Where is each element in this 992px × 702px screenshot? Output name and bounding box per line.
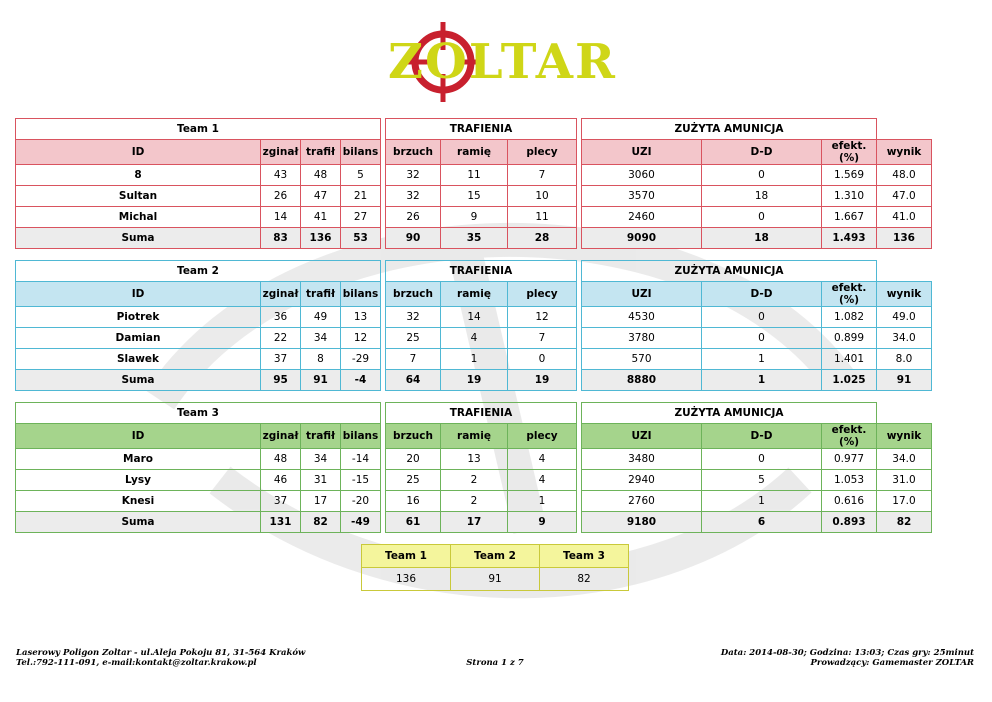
summary-table bbox=[361, 544, 629, 591]
sum-cell: 9180 bbox=[582, 512, 702, 533]
table-cell: 0 bbox=[508, 349, 577, 370]
player-name: Sultan bbox=[16, 186, 261, 207]
table-cell: 570 bbox=[582, 349, 702, 370]
table-cell: 3780 bbox=[582, 328, 702, 349]
table-cell: -15 bbox=[341, 470, 381, 491]
table-cell: 34 bbox=[301, 328, 341, 349]
footer-address-line: Laserowy Poligon Zoltar - ul.Aleja Pokoju 81, 31-564 Kraków bbox=[16, 648, 306, 658]
table-cell: 12 bbox=[508, 307, 577, 328]
table-cell: 0 bbox=[702, 328, 822, 349]
table-cell: 2760 bbox=[582, 491, 702, 512]
table-row bbox=[16, 186, 974, 207]
table-cell: 36 bbox=[261, 307, 301, 328]
sum-cell: -4 bbox=[341, 370, 381, 391]
table-cell: 20 bbox=[386, 449, 441, 470]
sum-cell: 61 bbox=[386, 512, 441, 533]
table-cell: 17.0 bbox=[877, 491, 932, 512]
table-row bbox=[16, 165, 974, 186]
sum-cell: 131 bbox=[261, 512, 301, 533]
sum-cell: 82 bbox=[877, 512, 932, 533]
sum-cell: 19 bbox=[441, 370, 508, 391]
table-cell: 17 bbox=[301, 491, 341, 512]
table-cell: 11 bbox=[441, 165, 508, 186]
table-cell: 4 bbox=[441, 328, 508, 349]
table-cell: -29 bbox=[341, 349, 381, 370]
player-name: Michal bbox=[16, 207, 261, 228]
table-row bbox=[16, 470, 974, 491]
logo-text: ZOLTAR bbox=[388, 34, 617, 90]
sum-cell: 9 bbox=[508, 512, 577, 533]
sum-cell: 28 bbox=[508, 228, 577, 249]
sum-cell: 18 bbox=[702, 228, 822, 249]
hits-section-title: TRAFIENIA bbox=[386, 261, 577, 282]
table-cell: 7 bbox=[386, 349, 441, 370]
sum-cell: -49 bbox=[341, 512, 381, 533]
table-row bbox=[16, 207, 974, 228]
sum-cell: 9090 bbox=[582, 228, 702, 249]
sum-cell: 91 bbox=[877, 370, 932, 391]
table-cell: 37 bbox=[261, 349, 301, 370]
sum-cell: 6 bbox=[702, 512, 822, 533]
table-cell: 10 bbox=[508, 186, 577, 207]
table-row bbox=[16, 349, 974, 370]
sum-cell: 1 bbox=[702, 370, 822, 391]
player-name: 8 bbox=[16, 165, 261, 186]
sum-cell: 1.493 bbox=[822, 228, 877, 249]
table-cell: 14 bbox=[441, 307, 508, 328]
column-header: ID bbox=[16, 424, 261, 449]
column-header: D-D bbox=[702, 282, 822, 307]
table-cell: 5 bbox=[702, 470, 822, 491]
sum-label: Suma bbox=[16, 228, 261, 249]
table-cell: 13 bbox=[341, 307, 381, 328]
sum-cell: 53 bbox=[341, 228, 381, 249]
column-header: wynik bbox=[877, 424, 932, 449]
table-cell: 9 bbox=[441, 207, 508, 228]
ammo-section-title: ZUŻYTA AMUNICJA bbox=[582, 261, 877, 282]
column-header: brzuch bbox=[386, 282, 441, 307]
sum-cell: 0.893 bbox=[822, 512, 877, 533]
summary-header: Team 2 bbox=[451, 545, 540, 568]
summary-value: 136 bbox=[362, 568, 451, 591]
column-header: UZI bbox=[582, 282, 702, 307]
table-cell: 1.053 bbox=[822, 470, 877, 491]
table-cell: 1.667 bbox=[822, 207, 877, 228]
team-3-table bbox=[15, 402, 974, 533]
sum-row bbox=[16, 370, 974, 391]
table-cell: 14 bbox=[261, 207, 301, 228]
column-header: zginał bbox=[261, 140, 301, 165]
hits-section-title: TRAFIENIA bbox=[386, 119, 577, 140]
table-cell: 31 bbox=[301, 470, 341, 491]
table-cell: 25 bbox=[386, 328, 441, 349]
table-cell: 4 bbox=[508, 470, 577, 491]
table-cell: 27 bbox=[341, 207, 381, 228]
footer-date-line: Data: 2014-08-30; Godzina: 13:03; Czas gry: 25minut bbox=[720, 648, 974, 658]
table-cell: 1 bbox=[441, 349, 508, 370]
sum-cell: 136 bbox=[301, 228, 341, 249]
column-header: efekt.(%) bbox=[822, 140, 877, 165]
table-cell: 18 bbox=[702, 186, 822, 207]
column-header: wynik bbox=[877, 282, 932, 307]
table-cell: 2 bbox=[441, 470, 508, 491]
table-cell: 1 bbox=[702, 349, 822, 370]
column-header: efekt.(%) bbox=[822, 282, 877, 307]
table-cell: 12 bbox=[341, 328, 381, 349]
table-cell: 2940 bbox=[582, 470, 702, 491]
zoltar-logo bbox=[388, 20, 617, 102]
table-cell: -20 bbox=[341, 491, 381, 512]
table-cell: 49 bbox=[301, 307, 341, 328]
sum-cell: 19 bbox=[508, 370, 577, 391]
table-cell: 25 bbox=[386, 470, 441, 491]
sum-cell: 8880 bbox=[582, 370, 702, 391]
table-cell: 1 bbox=[702, 491, 822, 512]
team-2-table bbox=[15, 260, 974, 391]
column-header: ramię bbox=[441, 424, 508, 449]
table-cell: 0 bbox=[702, 307, 822, 328]
column-header: trafił bbox=[301, 424, 341, 449]
sum-row bbox=[16, 228, 974, 249]
sum-cell: 83 bbox=[261, 228, 301, 249]
table-cell: 0 bbox=[702, 207, 822, 228]
player-name: Piotrek bbox=[16, 307, 261, 328]
sum-row bbox=[16, 512, 974, 533]
summary-header: Team 3 bbox=[540, 545, 629, 568]
table-cell: 7 bbox=[508, 165, 577, 186]
team-title: Team 3 bbox=[16, 403, 381, 424]
table-cell: 13 bbox=[441, 449, 508, 470]
table-cell: 34 bbox=[301, 449, 341, 470]
column-header: UZI bbox=[582, 424, 702, 449]
summary-header: Team 1 bbox=[362, 545, 451, 568]
sum-cell: 95 bbox=[261, 370, 301, 391]
column-header: trafił bbox=[301, 282, 341, 307]
table-cell: 0 bbox=[702, 449, 822, 470]
column-header: brzuch bbox=[386, 140, 441, 165]
player-name: Knesi bbox=[16, 491, 261, 512]
table-cell: 2460 bbox=[582, 207, 702, 228]
column-header: plecy bbox=[508, 424, 577, 449]
empty-cell bbox=[877, 119, 974, 140]
column-header: plecy bbox=[508, 140, 577, 165]
sum-cell: 64 bbox=[386, 370, 441, 391]
table-cell: 34.0 bbox=[877, 449, 932, 470]
table-cell: 32 bbox=[386, 307, 441, 328]
column-header: D-D bbox=[702, 140, 822, 165]
table-cell: 11 bbox=[508, 207, 577, 228]
table-cell: 21 bbox=[341, 186, 381, 207]
team-1-table bbox=[15, 118, 974, 249]
table-cell: 16 bbox=[386, 491, 441, 512]
column-header: bilans bbox=[341, 140, 381, 165]
sum-label: Suma bbox=[16, 370, 261, 391]
sum-label: Suma bbox=[16, 512, 261, 533]
player-name: Maro bbox=[16, 449, 261, 470]
column-header: zginał bbox=[261, 282, 301, 307]
ammo-section-title: ZUŻYTA AMUNICJA bbox=[582, 403, 877, 424]
table-cell: 8 bbox=[301, 349, 341, 370]
table-cell: 49.0 bbox=[877, 307, 932, 328]
footer-host-line: Prowadzący: Gamemaster ZOLTAR bbox=[810, 658, 974, 668]
table-cell: 32 bbox=[386, 186, 441, 207]
table-cell: 37 bbox=[261, 491, 301, 512]
sum-cell: 91 bbox=[301, 370, 341, 391]
sum-cell: 17 bbox=[441, 512, 508, 533]
table-cell: 8.0 bbox=[877, 349, 932, 370]
table-cell: 0.616 bbox=[822, 491, 877, 512]
table-cell: 0 bbox=[702, 165, 822, 186]
table-cell: 47 bbox=[301, 186, 341, 207]
table-cell: 1.569 bbox=[822, 165, 877, 186]
column-header: efekt.(%) bbox=[822, 424, 877, 449]
table-cell: 3480 bbox=[582, 449, 702, 470]
column-header: zginał bbox=[261, 424, 301, 449]
hits-section-title: TRAFIENIA bbox=[386, 403, 577, 424]
table-cell: 26 bbox=[386, 207, 441, 228]
empty-cell bbox=[877, 261, 974, 282]
column-header: ramię bbox=[441, 140, 508, 165]
table-cell: 2 bbox=[441, 491, 508, 512]
sum-cell: 35 bbox=[441, 228, 508, 249]
table-cell: 5 bbox=[341, 165, 381, 186]
sum-cell: 82 bbox=[301, 512, 341, 533]
table-cell: -14 bbox=[341, 449, 381, 470]
column-header: UZI bbox=[582, 140, 702, 165]
table-cell: 48 bbox=[261, 449, 301, 470]
table-cell: 41.0 bbox=[877, 207, 932, 228]
table-row bbox=[16, 328, 974, 349]
column-header: ramię bbox=[441, 282, 508, 307]
team-title: Team 1 bbox=[16, 119, 381, 140]
column-header: bilans bbox=[341, 282, 381, 307]
table-cell: 15 bbox=[441, 186, 508, 207]
table-cell: 0.899 bbox=[822, 328, 877, 349]
table-cell: 1.082 bbox=[822, 307, 877, 328]
sum-cell: 1.025 bbox=[822, 370, 877, 391]
column-header: plecy bbox=[508, 282, 577, 307]
table-cell: 1 bbox=[508, 491, 577, 512]
table-cell: 1.401 bbox=[822, 349, 877, 370]
empty-cell bbox=[877, 403, 974, 424]
column-header: ID bbox=[16, 282, 261, 307]
table-cell: 31.0 bbox=[877, 470, 932, 491]
footer-session-info bbox=[721, 648, 974, 668]
table-cell: 7 bbox=[508, 328, 577, 349]
player-name: Slawek bbox=[16, 349, 261, 370]
table-cell: 48.0 bbox=[877, 165, 932, 186]
table-cell: 34.0 bbox=[877, 328, 932, 349]
table-row bbox=[16, 491, 974, 512]
summary-value: 91 bbox=[451, 568, 540, 591]
table-row bbox=[16, 449, 974, 470]
table-cell: 46 bbox=[261, 470, 301, 491]
table-cell: 26 bbox=[261, 186, 301, 207]
column-header: brzuch bbox=[386, 424, 441, 449]
summary-value: 82 bbox=[540, 568, 629, 591]
table-cell: 43 bbox=[261, 165, 301, 186]
table-cell: 22 bbox=[261, 328, 301, 349]
table-row bbox=[16, 307, 974, 328]
table-cell: 4 bbox=[508, 449, 577, 470]
column-header: trafił bbox=[301, 140, 341, 165]
table-cell: 48 bbox=[301, 165, 341, 186]
footer-contact-line: Tel.:792-111-091, e-mail:kontakt@zoltar.krakow.pl bbox=[16, 658, 257, 668]
column-header: D-D bbox=[702, 424, 822, 449]
column-header: wynik bbox=[877, 140, 932, 165]
footer-address bbox=[16, 648, 305, 668]
table-cell: 32 bbox=[386, 165, 441, 186]
sum-cell: 90 bbox=[386, 228, 441, 249]
player-name: Lysy bbox=[16, 470, 261, 491]
table-cell: 0.977 bbox=[822, 449, 877, 470]
sum-cell: 136 bbox=[877, 228, 932, 249]
table-cell: 4530 bbox=[582, 307, 702, 328]
player-name: Damian bbox=[16, 328, 261, 349]
table-cell: 3060 bbox=[582, 165, 702, 186]
table-cell: 3570 bbox=[582, 186, 702, 207]
column-header: ID bbox=[16, 140, 261, 165]
column-header: bilans bbox=[341, 424, 381, 449]
team-title: Team 2 bbox=[16, 261, 381, 282]
ammo-section-title: ZUŻYTA AMUNICJA bbox=[582, 119, 877, 140]
table-cell: 1.310 bbox=[822, 186, 877, 207]
table-cell: 41 bbox=[301, 207, 341, 228]
page-number: Strona 1 z 7 bbox=[466, 658, 524, 668]
table-cell: 47.0 bbox=[877, 186, 932, 207]
